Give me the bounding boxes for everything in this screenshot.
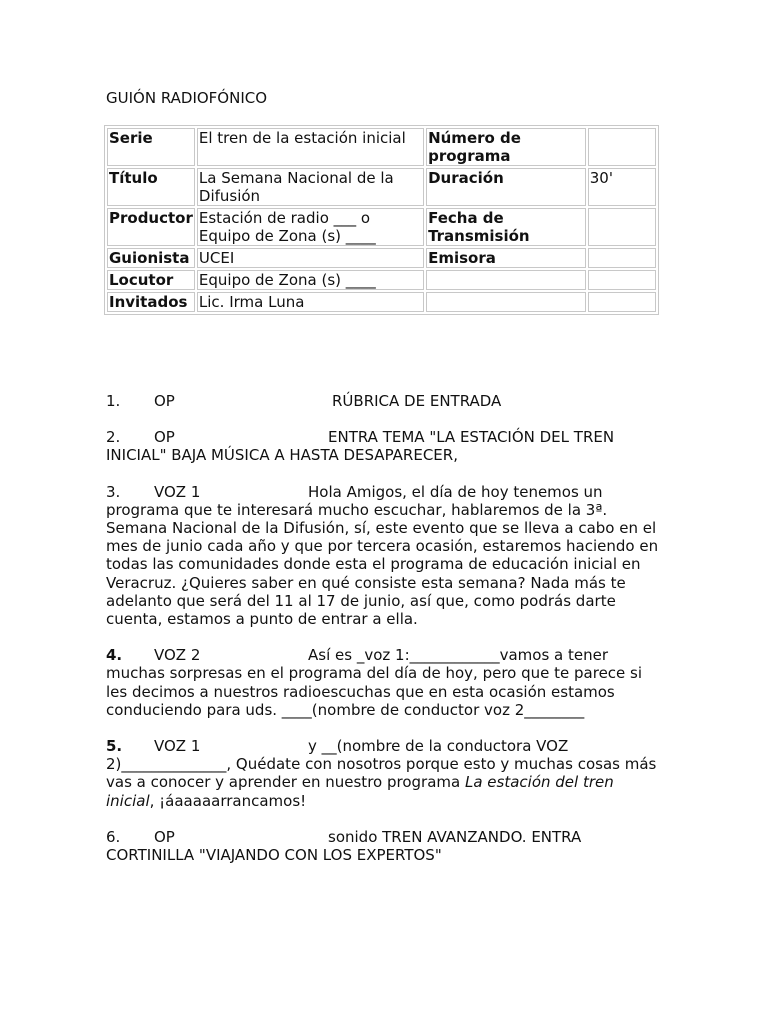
document-title: GUIÓN RADIOFÓNICO [106,89,268,107]
item-text: ENTRA TEMA "LA ESTACIÓN DEL TREN INICIAL" BAJA MÚSICA A HASTA DESAPARECER, [106,428,615,465]
label-emisora: Emisora [426,248,586,268]
label-guionista: Guionista [107,248,195,268]
label-productor: Productor [107,208,195,246]
label-locutor: Locutor [107,270,195,290]
item-number: 4. [106,646,123,665]
empty-cell [588,270,656,290]
item-role: OP [154,428,175,447]
table-row [107,128,656,166]
item-text: sonido TREN AVANZANDO. ENTRA CORTINILLA "VIAJANDO CON LOS EXPERTOS" [106,827,582,865]
item-number: 2. [106,428,121,447]
label-serie: Serie [107,128,195,166]
script-item-6 [106,828,666,864]
item-text-end: , ¡áaaaaarrancamos! [149,791,307,810]
item-text: Así es _voz 1:____________vamos a tener muchas sorpresas en el programa del día de hoy, pero que te parece si les decimos a nuestros radioescuchas que en esta ocasión estamos conduciendo para uds. ____(nombre de conductor voz 2________ [106,646,643,719]
item-number: 6. [106,827,121,846]
item-role: OP [154,827,175,846]
item-text: y __(nombre de la conductora VOZ 2)______________, Quédate con nosotros porque esto y muchas cosas más vas a conocer y aprender en nuestro programa [106,737,657,792]
value-titulo: La Semana Nacional de la Difusión [197,168,424,206]
table-row [107,168,656,206]
value-guionista: UCEI [197,248,424,268]
value-productor: Estación de radio ___ o Equipo de Zona (s) ____ [197,208,424,246]
item-role: VOZ 2 [154,646,201,665]
table-row [107,270,656,290]
label-titulo: Título [107,168,195,206]
value-serie: El tren de la estación inicial [197,128,424,166]
value-duracion: 30' [588,168,656,206]
value-emisora [588,248,656,268]
label-fecha-transmision: Fecha de Transmisión [426,208,586,246]
program-info-table [104,125,659,315]
item-number: 1. [106,392,121,410]
value-invitados: Lic. Irma Luna [197,292,424,312]
item-role: VOZ 1 [154,482,201,501]
script-item-3 [106,483,666,629]
script-item-4 [106,646,666,719]
value-locutor: Equipo de Zona (s) ____ [197,270,424,290]
label-numero-programa: Número de programa [426,128,586,166]
script-item-1 [106,392,666,410]
table-row [107,248,656,268]
item-number: 3. [106,482,121,501]
item-number: 5. [106,737,123,756]
table-row [107,292,656,312]
item-role: OP [154,392,175,410]
item-text: Hola Amigos, el día de hoy tenemos un programa que te interesará mucho escuchar, hablaremos de la 3ª. Semana Nacional de la Difusión, sí, este evento que se lleva a cabo en el mes de junio cada año y que por tercera ocasión, estaremos haciendo en todas las comunidades donde esta el programa de educación inicial en Veracruz. ¿Quieres saber en qué consiste esta semana? Nada más te adelanto que será del 11 al 17 de junio, así que, como podrás darte cuenta, estamos a punto de entrar a ella. [106,482,659,629]
empty-cell [588,292,656,312]
script-body [106,392,666,882]
script-item-5 [106,737,666,810]
label-invitados: Invitados [107,292,195,312]
value-numero-programa [588,128,656,166]
table-row [107,208,656,246]
item-text: RÚBRICA DE ENTRADA [332,392,502,410]
script-item-2 [106,428,666,464]
program-name-italic: La estación del tren inicial [106,773,614,810]
empty-cell [426,292,586,312]
item-role: VOZ 1 [154,737,201,756]
label-duracion: Duración [426,168,586,206]
value-fecha-transmision [588,208,656,246]
empty-cell [426,270,586,290]
